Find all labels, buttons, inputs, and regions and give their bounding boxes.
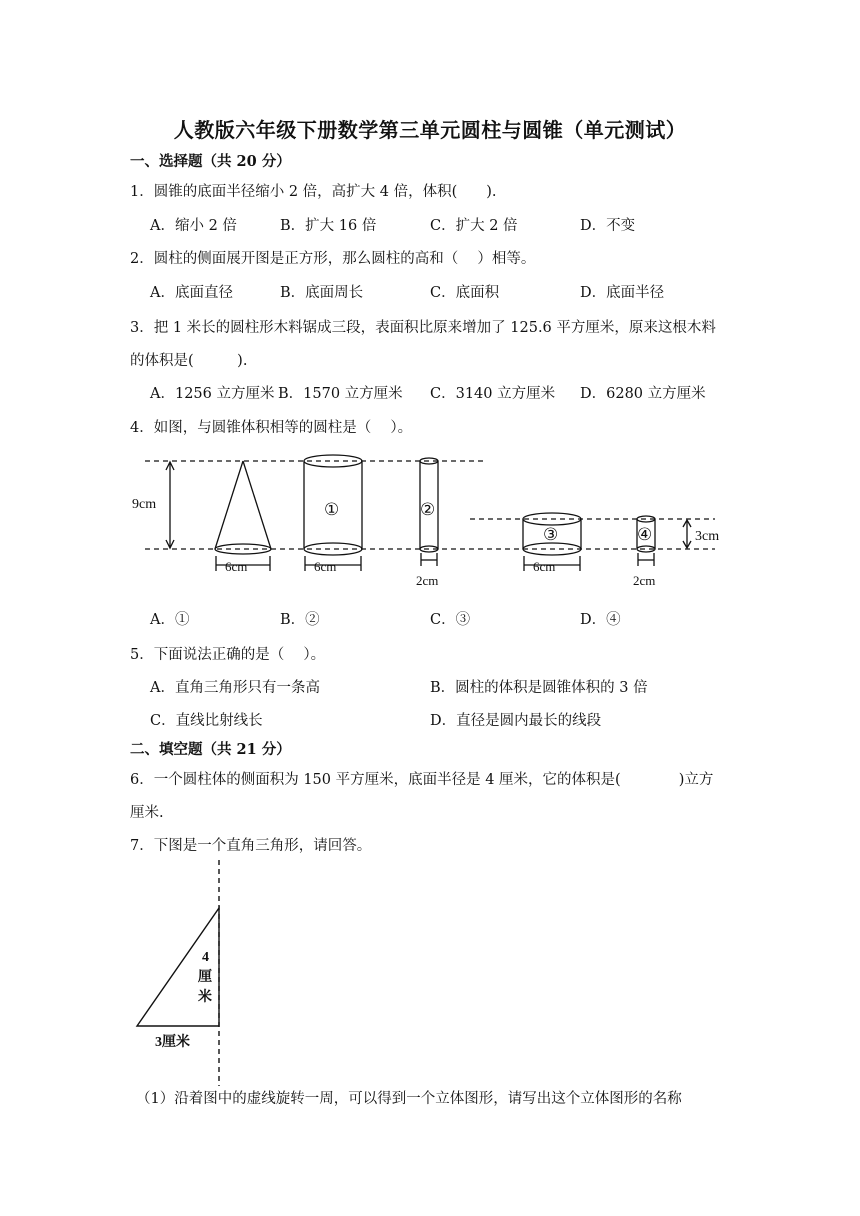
q3-option-d[interactable]: D．6280 立方厘米: [580, 386, 706, 402]
q4-figure: [125, 448, 725, 598]
label-cyl4-2cm: 2cm: [633, 573, 656, 588]
question-7: 7．下图是一个直角三角形，请回答。: [130, 838, 372, 854]
right-triangle-shape: [137, 908, 219, 1026]
q3-option-a[interactable]: A．1256 立方厘米: [150, 386, 275, 402]
mark-1: ①: [324, 500, 340, 519]
section-fill-heading: 二、填空题（共 21 分）: [130, 741, 291, 758]
q7-triangle-figure: [125, 858, 265, 1088]
q2-option-d[interactable]: D．底面半径: [580, 285, 665, 301]
q3-option-c[interactable]: C．3140 立方厘米: [430, 386, 556, 402]
q5-option-d[interactable]: D．直径是圆内最长的线段: [430, 713, 602, 729]
question-3-line-2: 的体积是( ).: [130, 353, 248, 369]
question-7-sub-1: （1）沿着图中的虚线旋转一周，可以得到一个立体图形，请写出这个立体图形的名称: [136, 1091, 682, 1107]
label-side-mi: 米: [198, 990, 212, 1005]
q4-option-a[interactable]: A．①: [150, 612, 190, 628]
question-4: 4．如图，与圆锥体积相等的圆柱是（ ）。: [130, 420, 413, 436]
q3-option-b[interactable]: B．1570 立方厘米: [278, 386, 403, 402]
mark-2: ②: [420, 500, 436, 519]
q1-option-c[interactable]: C．扩大 2 倍: [430, 218, 518, 234]
label-cyl1-6cm: 6cm: [314, 559, 337, 574]
q5-option-a[interactable]: A．直角三角形只有一条高: [150, 680, 320, 696]
q1-option-a[interactable]: A．缩小 2 倍: [150, 218, 237, 234]
question-6-line-1: 6．一个圆柱体的侧面积为 150 平方厘米，底面半径是 4 厘米，它的体积是( )立方: [130, 772, 714, 788]
label-3cm: 3cm: [695, 529, 720, 544]
q4-option-d[interactable]: D．④: [580, 612, 621, 628]
q2-option-c[interactable]: C．底面积: [430, 285, 500, 301]
label-cyl2-2cm: 2cm: [416, 573, 439, 588]
q2-option-b[interactable]: B．底面周长: [280, 285, 364, 301]
q5-option-b[interactable]: B．圆柱的体积是圆锥体积的 3 倍: [430, 680, 648, 696]
label-side-3cm: 3厘米: [155, 1035, 190, 1050]
question-6-line-2: 厘米.: [130, 805, 164, 821]
label-side-li: 厘: [198, 970, 212, 985]
question-3-line-1: 3．把 1 米长的圆柱形木料锯成三段，表面积比原来增加了 125.6 平方厘米，原来这根木料: [130, 320, 716, 336]
section-choice-heading: 一、选择题（共 20 分）: [130, 153, 291, 170]
question-5: 5．下面说法正确的是（ ）。: [130, 647, 326, 663]
q1-option-b[interactable]: B．扩大 16 倍: [280, 218, 377, 234]
cone-shape: [215, 461, 271, 554]
question-2: 2．圆柱的侧面展开图是正方形，那么圆柱的高和（ ）相等。: [130, 251, 536, 267]
mark-3: ③: [543, 525, 559, 544]
mark-4: ④: [637, 525, 653, 544]
q2-option-a[interactable]: A．底面直径: [150, 285, 233, 301]
label-side-4: 4: [202, 950, 209, 965]
question-1: 1．圆锥的底面半径缩小 2 倍，高扩大 4 倍，体积( ).: [130, 184, 497, 200]
label-9cm: 9cm: [132, 497, 157, 512]
label-cone-6cm: 6cm: [225, 559, 248, 574]
q4-option-c[interactable]: C．③: [430, 612, 471, 628]
q4-option-b[interactable]: B．②: [280, 612, 320, 628]
q1-option-d[interactable]: D．不变: [580, 218, 636, 234]
document-title: 人教版六年级下册数学第三单元圆柱与圆锥（单元测试）: [173, 118, 687, 142]
label-cyl3-6cm: 6cm: [533, 559, 556, 574]
q5-option-c[interactable]: C．直线比射线长: [150, 713, 263, 729]
